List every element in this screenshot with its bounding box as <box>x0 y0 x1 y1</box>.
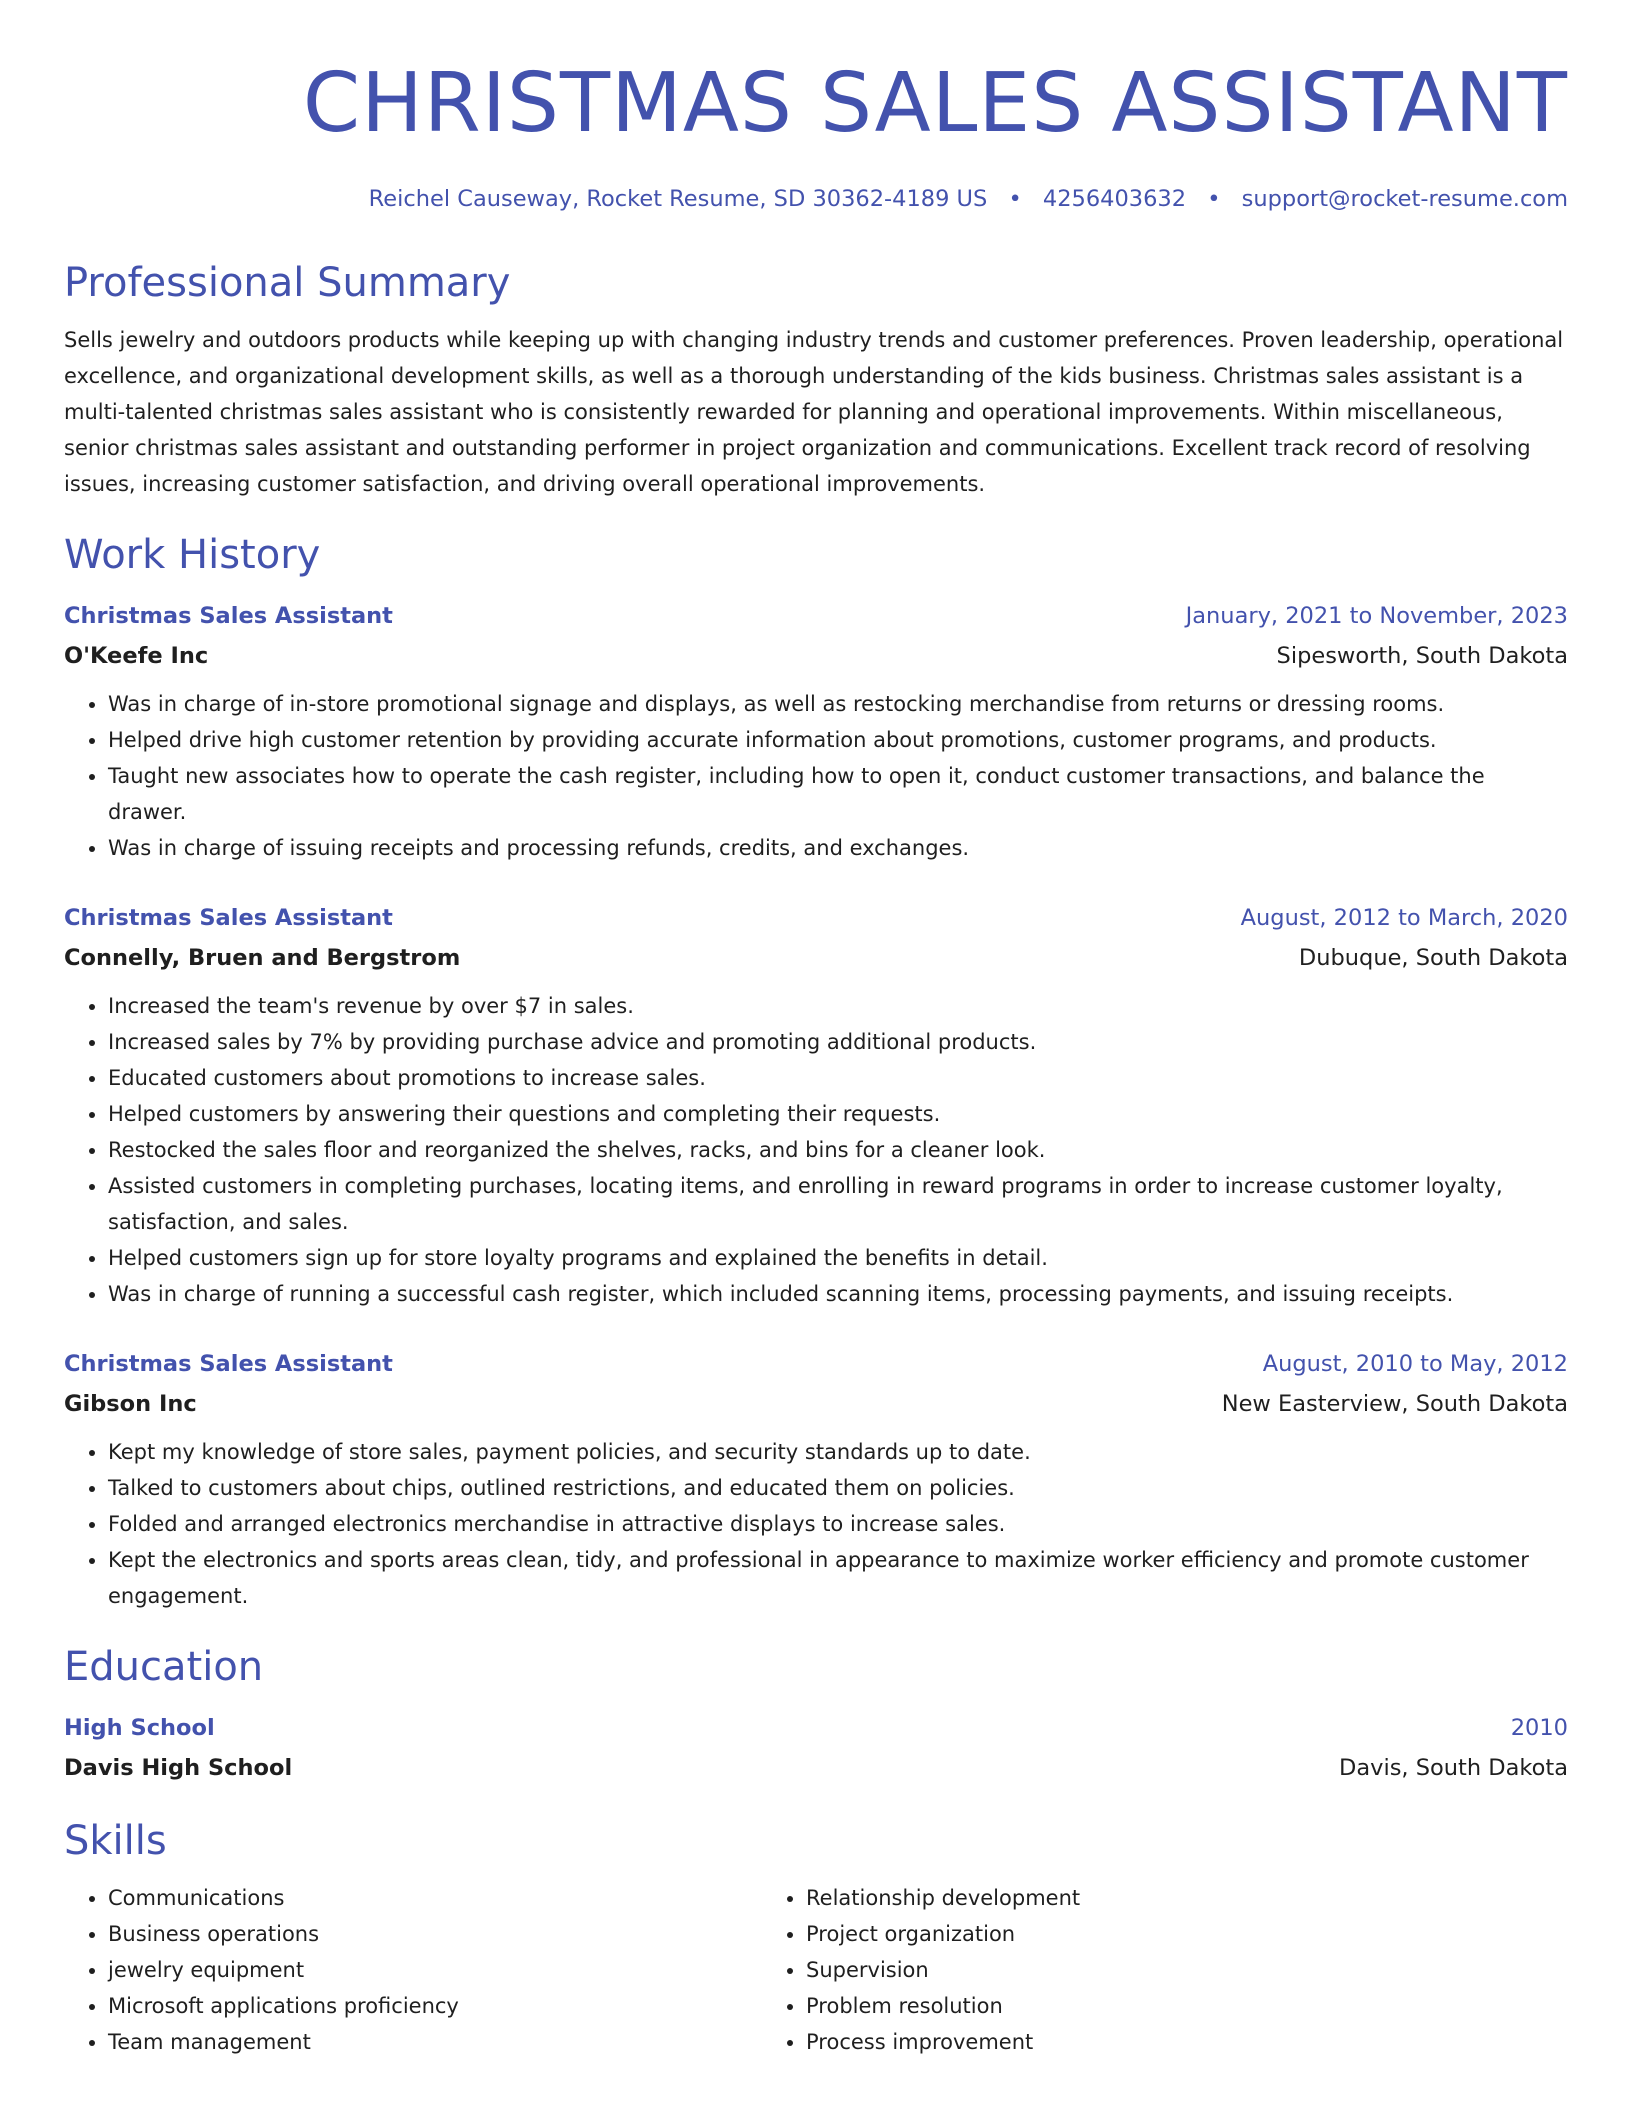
skill-item: • Project organization <box>806 1916 1460 1952</box>
job-entry <box>64 898 1568 1312</box>
skills-heading: Skills <box>64 1818 167 1864</box>
skills-left-list <box>64 1880 762 2060</box>
education-school: Davis High School <box>64 1755 293 1781</box>
summary-heading: Professional Summary <box>64 260 511 306</box>
job-dates: August, 2010 to May, 2012 <box>1262 1351 1568 1377</box>
education-entry <box>64 1708 1568 1788</box>
education-location: Davis, South Dakota <box>1339 1755 1568 1781</box>
job-bullet: • Taught new associates how to operate the cash register, including how to open it, conduct customer transactions, and balance the drawer. <box>108 758 1568 830</box>
job-bullet: • Restocked the sales floor and reorganized the shelves, racks, and bins for a cleaner look. <box>108 1132 1568 1168</box>
job-location: Sipesworth, South Dakota <box>1276 643 1568 669</box>
skill-item: • Process improvement <box>806 2024 1460 2060</box>
job-company: O'Keefe Inc <box>64 643 209 669</box>
job-location: Dubuque, South Dakota <box>1298 945 1568 971</box>
skills-columns <box>64 1880 1568 2060</box>
job-bullet: • Increased sales by 7% by providing purchase advice and promoting additional products. <box>108 1024 1568 1060</box>
contact-separator: • <box>1008 186 1022 212</box>
job-location: New Easterview, South Dakota <box>1221 1391 1568 1417</box>
job-bullet: • Was in charge of in-store promotional signage and displays, as well as restocking merchandise from returns or dressing rooms. <box>108 686 1568 722</box>
education-degree: High School <box>64 1715 215 1741</box>
contact-line <box>64 182 1568 216</box>
skill-item: • jewelry equipment <box>108 1952 762 1988</box>
job-bullet: • Talked to customers about chips, outlined restrictions, and educated them on policies. <box>108 1470 1568 1506</box>
summary-text: Sells jewelry and outdoors products while keeping up with changing industry trends and customer preferences. Proven leadership, operational excellence, and organizational development skills, as well as a thorough understanding of the kids business. Christmas sales assistant is a multi-talented christmas sales assistant who is consistently rewarded for planning and operational improvements. Within miscellaneous, senior christmas sales assistant and outstanding performer in project organization and communications. Excellent track record of resolving issues, increasing customer satisfaction, and driving overall operational improvements. <box>64 328 1564 496</box>
job-role: Christmas Sales Assistant <box>64 1351 393 1377</box>
resume-page <box>64 54 1568 2060</box>
contact-address: Reichel Causeway, Rocket Resume, SD 30362-4189 US <box>368 186 988 212</box>
job-bullet: • Folded and arranged electronics merchandise in attractive displays to increase sales. <box>108 1506 1568 1542</box>
job-bullets <box>64 1434 1568 1614</box>
job-bullet: • Increased the team's revenue by over $7 in sales. <box>108 988 1568 1024</box>
work-history-heading: Work History <box>64 532 321 578</box>
skills-right-list <box>762 1880 1460 2060</box>
contact-phone: 4256403632 <box>1042 186 1187 212</box>
job-bullet: • Kept my knowledge of store sales, payment policies, and security standards up to date. <box>108 1434 1568 1470</box>
job-entry <box>64 1344 1568 1614</box>
job-dates: August, 2012 to March, 2020 <box>1240 905 1568 931</box>
resume-title: CHRISTMAS SALES ASSISTANT <box>302 56 1568 151</box>
skill-item: • Communications <box>108 1880 762 1916</box>
job-company: Gibson Inc <box>64 1391 197 1417</box>
job-entry <box>64 596 1568 866</box>
job-company: Connelly, Bruen and Bergstrom <box>64 945 461 971</box>
job-bullet: • Helped customers sign up for store loyalty programs and explained the benefits in detail. <box>108 1240 1568 1276</box>
job-bullet: • Was in charge of running a successful cash register, which included scanning items, processing payments, and issuing receipts. <box>108 1276 1568 1312</box>
skill-item: • Problem resolution <box>806 1988 1460 2024</box>
contact-email: support@rocket-resume.com <box>1241 186 1568 212</box>
job-dates: January, 2021 to November, 2023 <box>1185 603 1568 629</box>
job-role: Christmas Sales Assistant <box>64 603 393 629</box>
job-role: Christmas Sales Assistant <box>64 905 393 931</box>
job-bullets <box>64 686 1568 866</box>
education-year: 2010 <box>1510 1715 1568 1741</box>
job-bullet: • Kept the electronics and sports areas clean, tidy, and professional in appearance to maximize worker efficiency and promote customer engagement. <box>108 1542 1568 1614</box>
skill-item: • Relationship development <box>806 1880 1460 1916</box>
job-bullet: • Educated customers about promotions to increase sales. <box>108 1060 1568 1096</box>
contact-separator: • <box>1207 186 1221 212</box>
skill-item: • Supervision <box>806 1952 1460 1988</box>
job-bullet: • Assisted customers in completing purchases, locating items, and enrolling in reward programs in order to increase customer loyalty, satisfaction, and sales. <box>108 1168 1568 1240</box>
job-bullet: • Was in charge of issuing receipts and processing refunds, credits, and exchanges. <box>108 830 1568 866</box>
skill-item: • Team management <box>108 2024 762 2060</box>
job-bullet: • Helped drive high customer retention by providing accurate information about promotions, customer programs, and products. <box>108 722 1568 758</box>
job-bullet: • Helped customers by answering their questions and completing their requests. <box>108 1096 1568 1132</box>
skill-item: • Business operations <box>108 1916 762 1952</box>
job-bullets <box>64 988 1568 1312</box>
education-heading: Education <box>64 1644 264 1690</box>
skill-item: • Microsoft applications proficiency <box>108 1988 762 2024</box>
